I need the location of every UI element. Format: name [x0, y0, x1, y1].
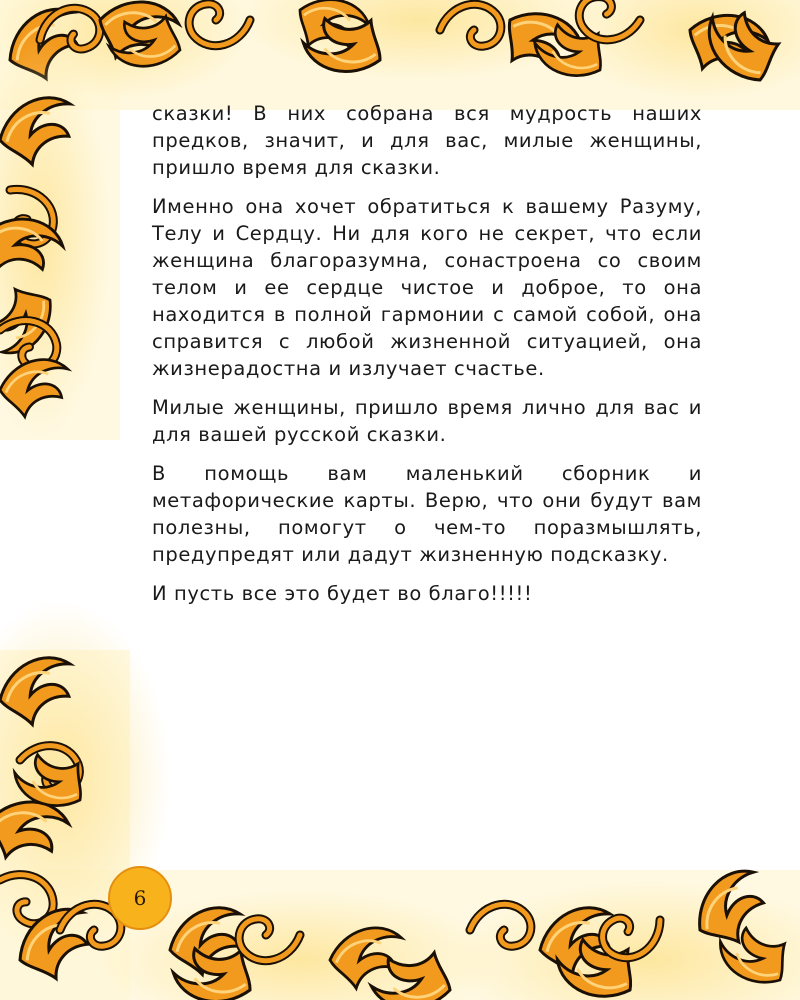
paragraph-4: В помощь вам маленький сборник и метафорические карты. Верю, что они будут вам полезны, помогут о чем-то поразмышлять, предупредят или дадут жизненную подсказку.: [152, 462, 702, 566]
body-text: [152, 100, 702, 619]
page-number: 6: [133, 886, 147, 910]
paragraph-5: И пусть все это будет во благо!!!!!: [152, 582, 533, 605]
paragraph-3: Милые женщины, пришло время лично для вас и для вашей русской сказки.: [152, 396, 702, 446]
paragraph-2: Именно она хочет обратиться к вашему Разуму, Телу и Сердцу. Ни для кого не секрет, что если женщина благоразумна, сонастроена со своим телом и ее сердце чистое и доброе, то она находится в полной гармонии с самой собой, она справится с любой жизненной ситуацией, она жизнерадостна и излучает счастье.: [152, 195, 702, 380]
page-number-badge: [108, 866, 172, 930]
paragraph-1: сказки! В них собрана вся мудрость наших предков, значит, и для вас, милые женщины, пришло время для сказки.: [152, 102, 702, 179]
